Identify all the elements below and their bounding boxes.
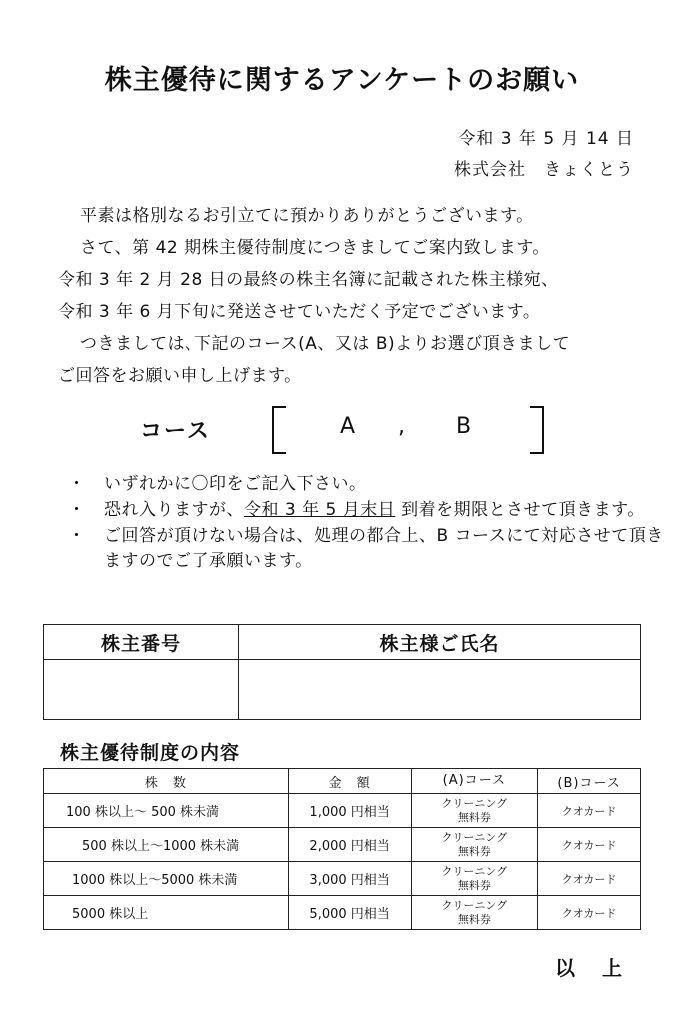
course-a-cell bbox=[411, 862, 538, 896]
deadline-date: 令和 3 年 5 月末日 bbox=[244, 500, 396, 520]
shares-cell: 100 株以上～ 500 株未満 bbox=[44, 794, 289, 828]
course-a-line: クリーニング bbox=[441, 898, 508, 912]
shareholder-number-header: 株主番号 bbox=[44, 625, 239, 660]
page-title: 株主優待に関するアンケートのお願い bbox=[104, 65, 580, 96]
course-a-cell bbox=[411, 828, 538, 862]
course-a-line: 無料券 bbox=[457, 844, 491, 858]
note-item bbox=[64, 472, 664, 497]
date-block bbox=[454, 124, 634, 186]
right-bracket bbox=[530, 406, 544, 454]
body-line: 令和 3 年 2 月 28 日の最終の株主名簿に記載された株主様宛、 bbox=[58, 270, 559, 290]
company-name: 株式会社 きょくとう bbox=[454, 160, 634, 180]
note-item bbox=[64, 498, 664, 523]
body-line: つきましては､下記のコース(A、又は B)よりお選び頂きまして bbox=[80, 334, 571, 354]
course-a-cell bbox=[411, 896, 538, 930]
body-line: ご回答をお願い申し上げます。 bbox=[58, 366, 302, 386]
amount-cell: 2,000 円相当 bbox=[288, 828, 411, 862]
table-row bbox=[44, 862, 641, 896]
shareholder-info-table bbox=[43, 624, 641, 720]
body-line: さて、第 42 期株主優待制度につきましてご案内致します。 bbox=[80, 238, 550, 258]
shareholder-name-field[interactable] bbox=[239, 660, 641, 720]
shares-cell: 500 株以上～1000 株未満 bbox=[44, 828, 289, 862]
course-label: コース bbox=[140, 419, 211, 444]
amount-cell: 5,000 円相当 bbox=[288, 896, 411, 930]
course-separator: , bbox=[398, 414, 405, 439]
column-header-course-b: (B)コース bbox=[538, 769, 641, 794]
notes-list bbox=[64, 472, 664, 575]
bullet-icon: ・ bbox=[68, 526, 86, 546]
left-bracket bbox=[272, 406, 286, 454]
table-row bbox=[44, 896, 641, 930]
closing-text: 以 上 bbox=[555, 956, 632, 980]
note-text: ご回答が頂けない場合は、処理の都合上、B コースにて対応させて頂きますのでご了承願います。 bbox=[104, 526, 664, 571]
course-a-line: クリーニング bbox=[441, 796, 508, 810]
course-option-b[interactable]: B bbox=[456, 414, 472, 439]
course-a-cell bbox=[411, 794, 538, 828]
course-a-line: 無料券 bbox=[457, 912, 491, 926]
note-text: いずれかに〇印をご記入下さい。 bbox=[104, 474, 367, 494]
column-header-shares: 株 数 bbox=[44, 769, 289, 794]
course-a-line: クリーニング bbox=[441, 864, 508, 878]
table-header-row bbox=[44, 769, 641, 794]
table-row bbox=[44, 794, 641, 828]
note-text: 恐れ入りますが、 bbox=[104, 500, 244, 520]
course-option-a[interactable]: A bbox=[340, 414, 356, 439]
bullet-icon: ・ bbox=[68, 500, 86, 520]
amount-cell: 1,000 円相当 bbox=[288, 794, 411, 828]
course-b-cell: クオカード bbox=[538, 794, 641, 828]
body-line: 令和 3 年 6 月下旬に発送させていただく予定でございます。 bbox=[58, 302, 541, 322]
body-line: 平素は格別なるお引立てに預かりありがとうございます。 bbox=[80, 206, 534, 226]
benefits-table bbox=[43, 768, 641, 930]
benefits-section-title: 株主優待制度の内容 bbox=[60, 742, 241, 764]
course-a-line: クリーニング bbox=[441, 830, 508, 844]
course-b-cell: クオカード bbox=[538, 896, 641, 930]
bullet-icon: ・ bbox=[68, 474, 86, 494]
note-item bbox=[64, 524, 664, 574]
course-a-line: 無料券 bbox=[457, 878, 491, 892]
issue-date: 令和 3 年 5 月 14 日 bbox=[458, 129, 634, 149]
table-row bbox=[44, 828, 641, 862]
body-text bbox=[58, 200, 658, 392]
course-b-cell: クオカード bbox=[538, 828, 641, 862]
course-selection bbox=[140, 404, 560, 454]
shareholder-number-field[interactable] bbox=[44, 660, 239, 720]
column-header-amount: 金 額 bbox=[288, 769, 411, 794]
amount-cell: 3,000 円相当 bbox=[288, 862, 411, 896]
note-text: 到着を期限とさせて頂きます。 bbox=[395, 500, 645, 520]
course-b-cell: クオカード bbox=[538, 862, 641, 896]
column-header-course-a: (A)コース bbox=[411, 769, 538, 794]
shares-cell: 5000 株以上 bbox=[44, 896, 289, 930]
shareholder-name-header: 株主様ご氏名 bbox=[239, 625, 641, 660]
shares-cell: 1000 株以上～5000 株未満 bbox=[44, 862, 289, 896]
course-a-line: 無料券 bbox=[457, 810, 491, 824]
